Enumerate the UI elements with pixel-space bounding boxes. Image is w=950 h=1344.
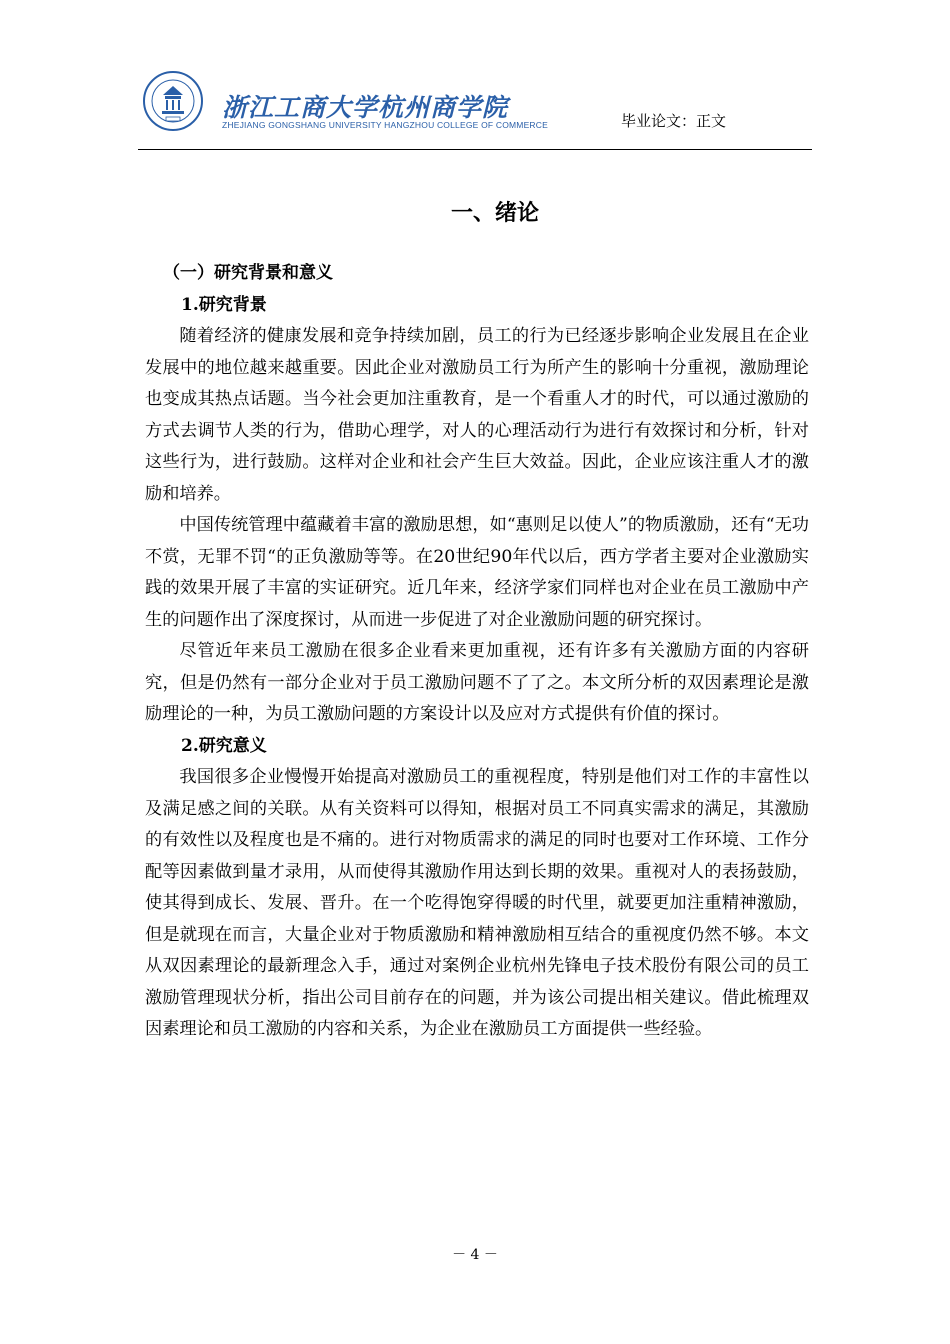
subsection-heading-background: 1.研究背景 [181,294,267,315]
header-divider [138,149,812,150]
body-content [145,258,809,1046]
page-number: － 4 － [452,1247,498,1263]
header-section-label: 毕业论文：正文 [620,112,726,130]
paragraph: 我国很多企业慢慢开始提高对激励员工的重视程度，特别是他们对工作的丰富性以及满足感之间的关联。从有关资料可以得知，根据对员工不同真实需求的满足，其激励的有效性以及程度也是不痛的。进行对物质需求的满足的同时也要对工作环境、工作分配等因素做到量才录用，从而使得其激励作用达到长期的效果。重视对人的表扬鼓励，使其得到成长、发展、晋升。在一个吃得饱穿得暖的时代里，就要更加注重精神激励，但是就现在而言，大量企业对于物质激励和精神激励相互结合的重视度仍然不够。本文从双因素理论的最新理念入手，通过对案例企业杭州先锋电子技术股份有限公司的员工激励管理现状分析，指出公司目前存在的问题，并为该公司提出相关建议。借此梳理双因素理论和员工激励的内容和关系，为企业在激励员工方面提供一些经验。 [145,767,809,1039]
paragraph: 随着经济的健康发展和竞争持续加剧，员工的行为已经逐步影响企业发展且在企业发展中的地位越来越重要。因此企业对激励员工行为所产生的影响十分重视，激励理论也变成其热点话题。当今社会更加注重教育，是一个看重人才的时代，可以通过激励的方式去调节人类的行为，借助心理学，对人的心理活动行为进行有效探讨和分析，针对这些行为，进行鼓励。这样对企业和社会产生巨大效益。因此，企业应该注重人才的激励和培养。 [145,326,809,504]
paragraph: 中国传统管理中蕴藏着丰富的激励思想，如“惠则足以使人”的物质激励，还有“无功不赏，无罪不罚“的正负激励等等。在20世纪90年代以后，西方学者主要对企业激励实践的效果开展了丰富的实证研究。近几年来，经济学家们同样也对企业在员工激励中产生的问题作出了深度探讨，从而进一步促进了对企业激励问题的研究探讨。 [145,515,809,630]
section-heading: （一）研究背景和意义 [163,263,333,283]
subsection-heading-significance: 2.研究意义 [181,735,267,756]
page-header [138,62,812,150]
university-seal-icon [142,70,204,132]
chapter-title: 一、绪论 [450,201,539,226]
school-name-english: ZHEJIANG GONGSHANG UNIVERSITY HANGZHOU COLLEGE OF COMMERCE [222,120,548,130]
paragraph: 尽管近年来员工激励在很多企业看来更加重视，还有许多有关激励方面的内容研究，但是仍然有一部分企业对于员工激励问题不了了之。本文所分析的双因素理论是激励理论的一种，为员工激励问题的方案设计以及应对方式提供有价值的探讨。 [145,641,809,724]
school-name-chinese: 浙江工商大学杭州商学院 [222,93,509,122]
